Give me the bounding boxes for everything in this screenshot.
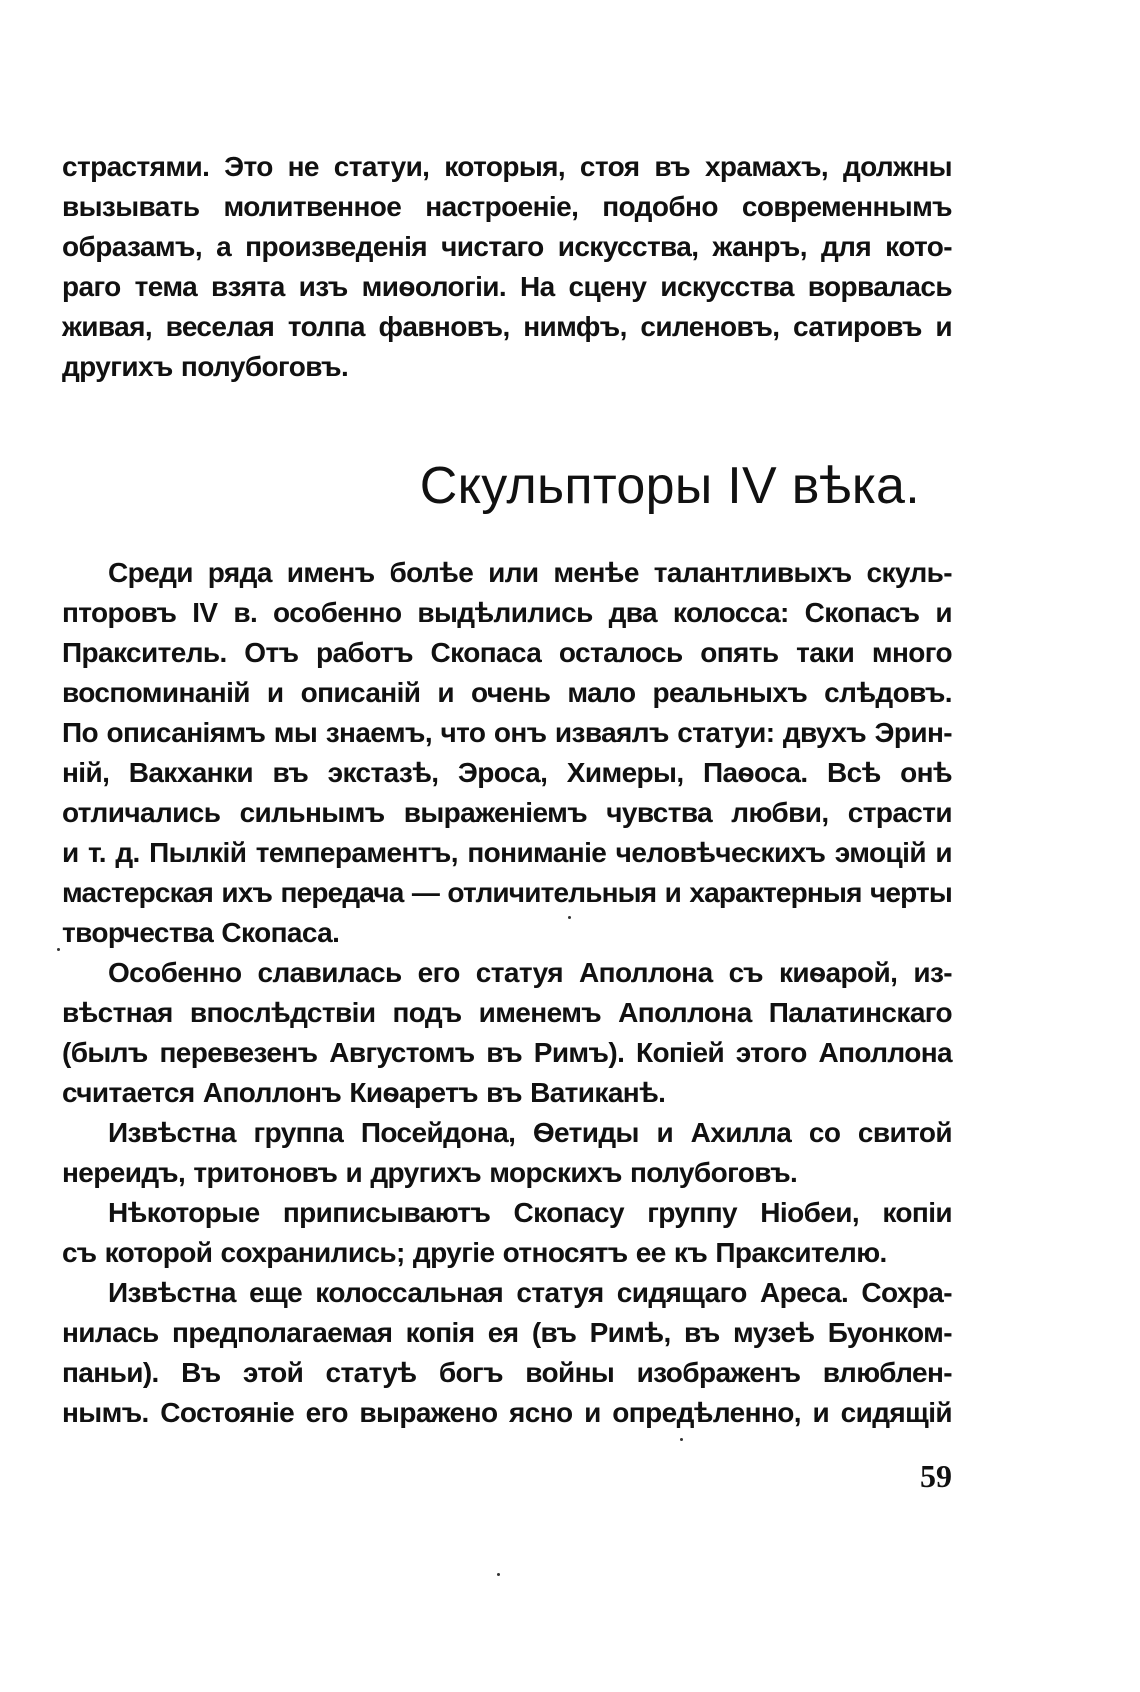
text-line: съ которой сохранились; другiе относятъ ее къ Праксителю.: [62, 1237, 887, 1268]
text-line: Извѣстна еще колоссальная статуя сидящаго Ареса. Сохра-: [108, 1277, 952, 1308]
text-line: и т. д. Пылкiй темпераментъ, пониманiе человѣческихъ эмоцiй и: [62, 837, 952, 868]
text-line: другихъ полубоговъ.: [62, 351, 349, 382]
text-line: воспоминанiй и описанiй и очень мало реальныхъ слѣдовъ.: [62, 677, 952, 708]
text-line: раго тема взята изъ миѳологiи. На сцену искусства ворвалась: [62, 271, 952, 302]
text-line: страстями. Это не статуи, которыя, стоя въ храмахъ, должны: [62, 151, 952, 182]
text-line: По описанiямъ мы знаемъ, что онъ изваялъ статуи: двухъ Эрин-: [62, 717, 952, 748]
text-line: отличались сильнымъ выраженiемъ чувства любви, страсти: [62, 797, 952, 828]
body-text: [62, 553, 952, 1433]
text-line: вызывать молитвенное настроенiе, подобно современнымъ: [62, 191, 952, 222]
text-line: Среди ряда именъ болѣе или менѣе талантливыхъ скуль-: [108, 557, 952, 588]
print-speck: [680, 1438, 683, 1441]
print-speck: [57, 948, 60, 951]
page-number: 59: [920, 1458, 952, 1494]
text-line: Нѣкоторые приписываютъ Скопасу группу Нiобеи, копiи: [108, 1197, 952, 1228]
text-line: нiй, Вакханки въ экстазѣ, Эроса, Химеры, Паѳоса. Всѣ онѣ: [62, 757, 952, 788]
print-speck: [497, 1573, 500, 1576]
text-line: вѣстная впослѣдствiи подъ именемъ Аполлона Палатинскаго: [62, 997, 952, 1028]
text-line: образамъ, а произведенiя чистаго искусства, жанръ, для кото-: [62, 231, 952, 262]
text-line: пторовъ IV в. особенно выдѣлились два колосса: Скопасъ и: [62, 597, 952, 628]
text-line: (былъ перевезенъ Августомъ въ Римъ). Копiей этого Аполлона: [62, 1037, 952, 1068]
section-heading: Скульпторы IV вѣка.: [419, 457, 920, 515]
text-line: нилась предполагаемая копiя ея (въ Римѣ, въ музеѣ Буонком-: [62, 1317, 952, 1348]
text-line: живая, веселая толпа фавновъ, нимфъ, силеновъ, сатировъ и: [62, 311, 952, 342]
intro-paragraph: [62, 147, 952, 387]
text-line: творчества Скопаса.: [62, 917, 340, 948]
text-line: нереидъ, тритоновъ и другихъ морскихъ полубоговъ.: [62, 1157, 798, 1188]
text-line: считается Аполлонъ Киѳаретъ въ Ватиканѣ.: [62, 1077, 666, 1108]
text-line: Особенно славилась его статуя Аполлона съ киѳарой, из-: [108, 957, 952, 988]
text-line: Извѣстна группа Посейдона, Ѳетиды и Ахилла со свитой: [108, 1117, 952, 1148]
text-line: Пракситель. Отъ работъ Скопаса осталось опять таки много: [62, 637, 952, 668]
print-speck: [568, 916, 571, 919]
text-line: паньи). Въ этой статуѣ богъ войны изображенъ влюблен-: [62, 1357, 952, 1388]
text-line: мастерская ихъ передача — отличительныя и характерныя черты: [62, 877, 952, 908]
text-line: нымъ. Состоянiе его выражено ясно и опредѣленно, и сидящiй: [62, 1397, 952, 1428]
